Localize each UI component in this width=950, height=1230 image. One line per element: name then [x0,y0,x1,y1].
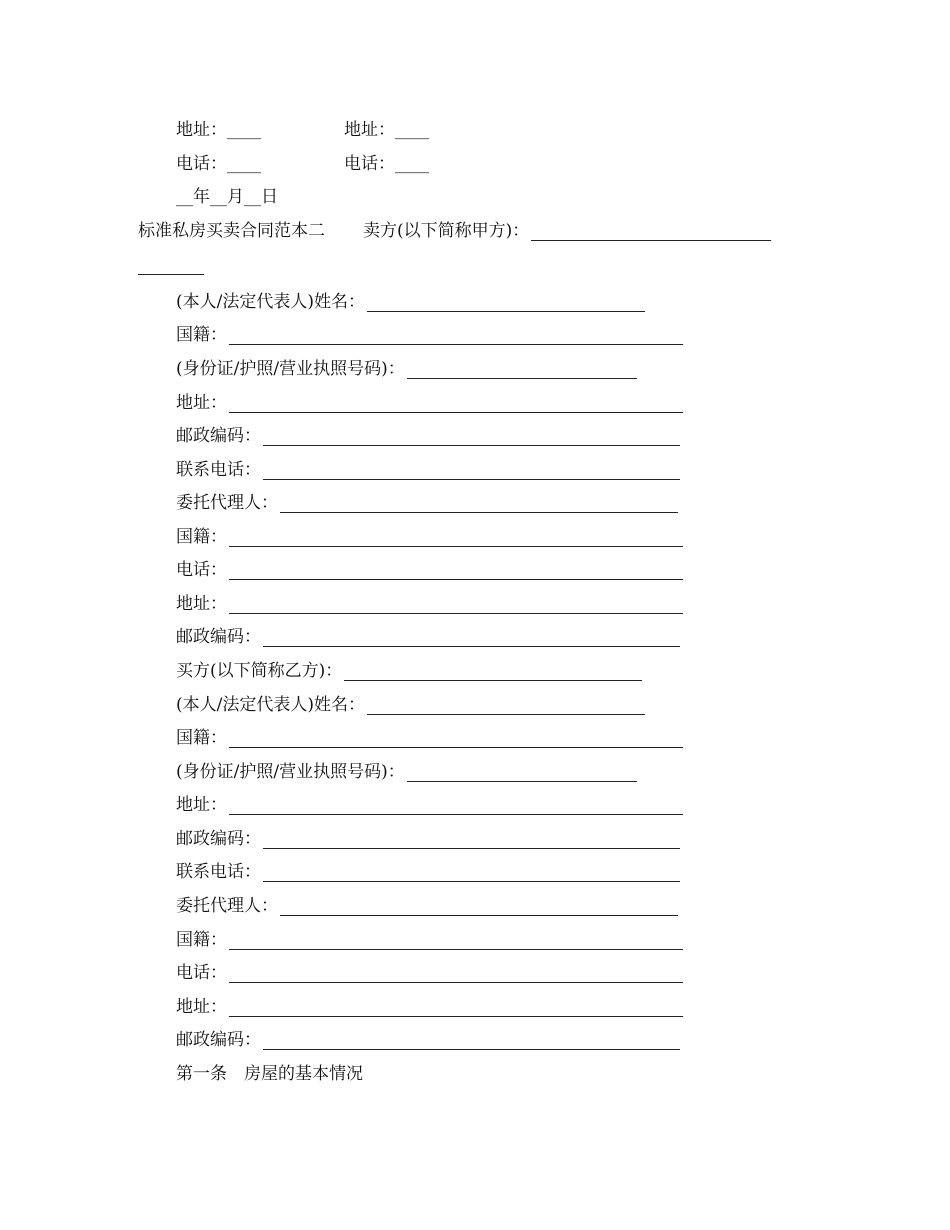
buyer-nationality-label: 国籍： [176,728,227,748]
buyer-agent-nationality-field[interactable] [229,930,683,950]
seller-agent-phone-label: 电话： [176,560,227,580]
buyer-agent-phone-label: 电话： [176,963,227,983]
buyer-address-field[interactable] [229,795,683,815]
seller-id-label: (身份证/护照/营业执照号码)： [176,359,405,379]
seller-id-row [176,359,637,379]
buyer-sign-phone: 电话：____ [344,154,429,174]
seller-agent-nationality-label: 国籍： [176,527,227,547]
buyer-id-field[interactable] [407,762,637,782]
buyer-agent-postcode-row [176,1030,680,1050]
buyer-id-row [176,762,637,782]
seller-agent-row [176,493,678,513]
buyer-agent-postcode-field[interactable] [263,1030,680,1050]
buyer-id-label: (身份证/护照/营业执照号码)： [176,762,405,782]
seller-name-field[interactable] [367,292,645,312]
seller-sign-phone: 电话：____ [176,154,261,174]
signature-phone-row [176,154,429,174]
seller-phone-row [176,460,680,480]
buyer-postcode-row [176,829,680,849]
article-1-heading: 第一条 房屋的基本情况 [176,1064,363,1084]
buyer-agent-address-field[interactable] [229,997,683,1017]
seller-party-blank-continued [138,255,204,275]
seller-agent-address-row [176,594,683,614]
seller-postcode-field[interactable] [263,426,680,446]
buyer-phone-field[interactable] [263,862,680,882]
buyer-name-row [176,695,645,715]
seller-nationality-field[interactable] [229,325,683,345]
seller-address-label: 地址： [176,393,227,413]
seller-party-blank-2[interactable] [138,255,204,275]
buyer-agent-address-row [176,997,683,1017]
seller-agent-field[interactable] [280,493,678,513]
buyer-nationality-field[interactable] [229,728,683,748]
buyer-phone-label: 联系电话： [176,862,261,882]
seller-id-field[interactable] [407,359,637,379]
seller-nationality-label: 国籍： [176,325,227,345]
buyer-agent-row [176,896,678,916]
seller-party-blank[interactable] [531,221,771,241]
buyer-party-field[interactable] [344,661,642,681]
buyer-agent-address-label: 地址： [176,997,227,1017]
seller-agent-postcode-label: 邮政编码： [176,627,261,647]
seller-agent-nationality-row [176,527,683,547]
signature-address-row [176,120,429,140]
buyer-address-row [176,795,683,815]
seller-sign-address: 地址：____ [176,120,261,140]
seller-phone-label: 联系电话： [176,460,261,480]
buyer-agent-phone-row [176,963,683,983]
buyer-nationality-row [176,728,683,748]
seller-postcode-label: 邮政编码： [176,426,261,446]
buyer-name-label: (本人/法定代表人)姓名： [176,695,365,715]
seller-agent-phone-field[interactable] [229,560,683,580]
seller-agent-postcode-row [176,627,680,647]
seller-agent-address-field[interactable] [229,594,683,614]
seller-name-label: (本人/法定代表人)姓名： [176,292,365,312]
seller-address-row [176,393,683,413]
buyer-agent-nationality-label: 国籍： [176,930,227,950]
buyer-postcode-field[interactable] [263,829,680,849]
seller-address-field[interactable] [229,393,683,413]
seller-nationality-row [176,325,683,345]
contract-title-row [138,221,771,241]
buyer-name-field[interactable] [367,695,645,715]
seller-agent-nationality-field[interactable] [229,527,683,547]
signature-date: __年__月__日 [176,187,278,207]
buyer-agent-phone-field[interactable] [229,963,683,983]
buyer-postcode-label: 邮政编码： [176,829,261,849]
buyer-agent-label: 委托代理人： [176,896,278,916]
seller-phone-field[interactable] [263,460,680,480]
buyer-agent-postcode-label: 邮政编码： [176,1030,261,1050]
seller-party-label: 卖方(以下简称甲方)： [363,221,530,241]
buyer-agent-nationality-row [176,930,683,950]
contract-title: 标准私房买卖合同范本二 [138,221,325,241]
seller-agent-address-label: 地址： [176,594,227,614]
seller-name-row [176,292,645,312]
seller-postcode-row [176,426,680,446]
buyer-party-label: 买方(以下简称乙方)： [176,661,343,681]
buyer-address-label: 地址： [176,795,227,815]
buyer-phone-row [176,862,680,882]
buyer-party-row [176,661,642,681]
buyer-sign-address: 地址：____ [344,120,429,140]
seller-agent-label: 委托代理人： [176,493,278,513]
seller-agent-phone-row [176,560,683,580]
seller-agent-postcode-field[interactable] [263,627,680,647]
buyer-agent-field[interactable] [280,896,678,916]
